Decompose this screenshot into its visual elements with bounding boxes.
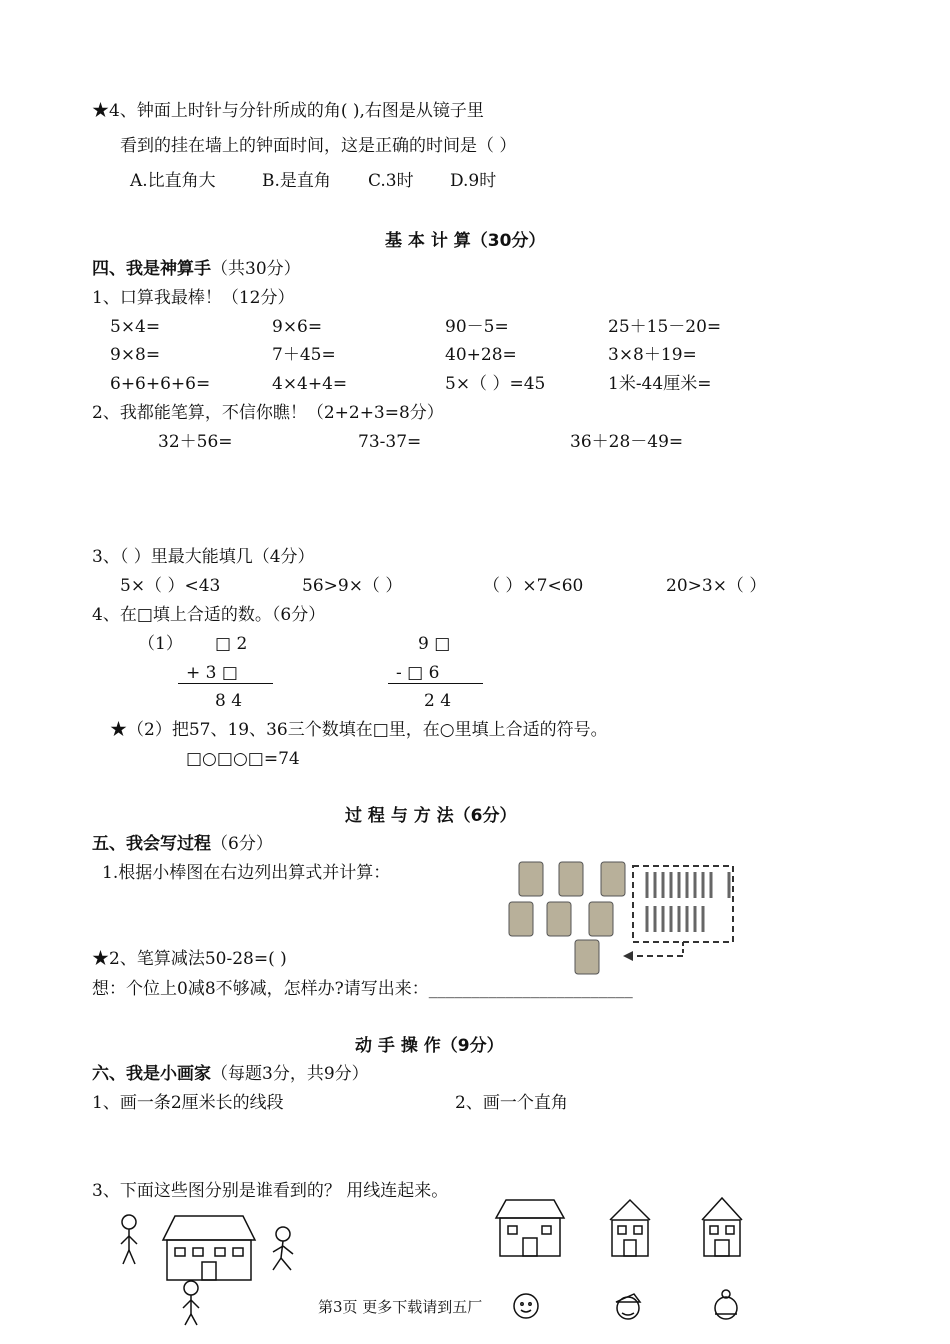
fill-box-title: 4、在□填上合适的数。（6分）	[92, 605, 326, 625]
part-five-title	[92, 833, 273, 855]
house-view-front	[496, 1200, 564, 1256]
oral-calc-item: 40+28=	[445, 345, 517, 365]
subtraction-question: ★2、笔算减法50-28=( )	[92, 949, 287, 969]
clock-option-c: C.3时	[368, 171, 414, 191]
fill-max-title: 3、（ ）里最大能填几（4分）	[92, 547, 315, 567]
child-bottom	[183, 1281, 199, 1325]
fill-symbols-title: ★（2）把57、19、36三个数填在□里，在○里填上合适的符号。	[110, 720, 608, 740]
vertical-sub-middle: - □ 6	[396, 663, 440, 683]
part-four-score: （共30分）	[211, 259, 301, 279]
vertical-add-rule	[178, 683, 273, 684]
written-calc-item: 36＋28－49=	[570, 432, 684, 452]
match-views-question: 3、下面这些图分别是谁看到的？ 用线连起来。	[92, 1181, 449, 1201]
house-view-side	[610, 1200, 650, 1256]
stick-bundle	[509, 902, 533, 936]
oral-calc-title: 1、口算我最棒！（12分）	[92, 288, 295, 308]
vertical-sub-rule	[388, 683, 483, 684]
written-calc-item: 73-37=	[358, 432, 422, 452]
think-question-text: 想：个位上0减8不够减，怎样办?请写出来：	[92, 979, 429, 999]
children-heads-figure	[512, 1288, 752, 1328]
page-footer: 第3页 更多下载请到五厂	[318, 1298, 483, 1316]
clock-option-a: A.比直角大	[130, 171, 216, 191]
clock-option-b: B.是直角	[262, 171, 331, 191]
child-right	[273, 1227, 293, 1270]
oral-calc-item: 6+6+6+6=	[110, 374, 211, 394]
clock-question-line1: ★4、钟面上时针与分针所成的角( ),右图是从镜子里	[92, 101, 484, 121]
written-calc-title: 2、我都能笔算，不信你瞧！（2+2+3=8分）	[92, 403, 444, 423]
house-scene-figure	[115, 1212, 305, 1327]
stick-bundle	[589, 902, 613, 936]
child-left	[121, 1215, 137, 1264]
fill-max-item: 56>9×（ ）	[302, 576, 403, 596]
think-question	[92, 978, 633, 1000]
part-four-name: 四、我是神算手	[92, 259, 211, 279]
big-house	[163, 1216, 255, 1280]
oral-calc-item: 9×6=	[272, 317, 323, 337]
oral-calc-item: 9×8=	[110, 345, 161, 365]
section-heading-process: 过 程 与 方 法（6分）	[345, 806, 517, 826]
oral-calc-item: 25＋15－20=	[608, 317, 722, 337]
part-six-score: （每题3分，共9分）	[211, 1064, 369, 1084]
part-six-name: 六、我是小画家	[92, 1064, 211, 1084]
vertical-add-result: 8 4	[215, 691, 243, 711]
part-five-name: 五、我会写过程	[92, 834, 211, 854]
vertical-sub-result: 2 4	[424, 691, 452, 711]
fill-symbols-expression: □○□○□=74	[186, 749, 300, 769]
fill-max-item: 20>3×（ ）	[666, 576, 767, 596]
part-four-title	[92, 258, 301, 280]
stick-bundles-figure	[505, 858, 745, 980]
child-head-cap	[616, 1294, 640, 1319]
draw-segment-question: 1、画一条2厘米长的线段	[92, 1093, 284, 1113]
stick-bundle	[575, 940, 599, 974]
part-six-title	[92, 1063, 369, 1085]
oral-calc-item: 5×（ ）=45	[445, 374, 546, 394]
sticks-question: 1.根据小棒图在右边列出算式并计算：	[102, 863, 391, 883]
arrow-head	[623, 951, 633, 961]
oral-calc-item: 1米-44厘米=	[608, 374, 712, 394]
fill-max-item: 5×（ ）<43	[120, 576, 221, 596]
house-view-narrow	[702, 1198, 742, 1256]
vertical-add-middle: + 3 □	[186, 663, 238, 683]
fill-max-item: （ ）×7<60	[483, 576, 584, 596]
vertical-sub-top: 9 □	[418, 634, 451, 654]
clock-option-d: D.9时	[450, 171, 497, 191]
single-sticks	[647, 872, 729, 932]
stick-bundle	[559, 862, 583, 896]
oral-calc-item: 4×4+4=	[272, 374, 348, 394]
oral-calc-item: 5×4=	[110, 317, 161, 337]
clock-question-line2: 看到的挂在墙上的钟面时间，这是正确的时间是（ ）	[120, 136, 517, 156]
stick-bundle	[601, 862, 625, 896]
vertical-add-top: □ 2	[215, 634, 248, 654]
written-calc-item: 32＋56=	[158, 432, 233, 452]
answer-blank[interactable]: ________________________	[428, 979, 633, 999]
stick-bundle	[519, 862, 543, 896]
draw-angle-question: 2、画一个直角	[455, 1093, 568, 1113]
oral-calc-item: 90－5=	[445, 317, 509, 337]
stick-bundle	[547, 902, 571, 936]
oral-calc-item: 7＋45=	[272, 345, 336, 365]
section-heading-basic: 基 本 计 算（30分）	[385, 231, 546, 251]
fill-box-label-1: （1）	[138, 634, 183, 654]
section-heading-draw: 动 手 操 作（9分）	[355, 1036, 504, 1056]
house-views-figure	[492, 1194, 752, 1264]
part-five-score: （6分）	[211, 834, 273, 854]
child-head-boy	[514, 1294, 538, 1318]
child-head-girl	[715, 1290, 737, 1319]
oral-calc-item: 3×8＋19=	[608, 345, 697, 365]
